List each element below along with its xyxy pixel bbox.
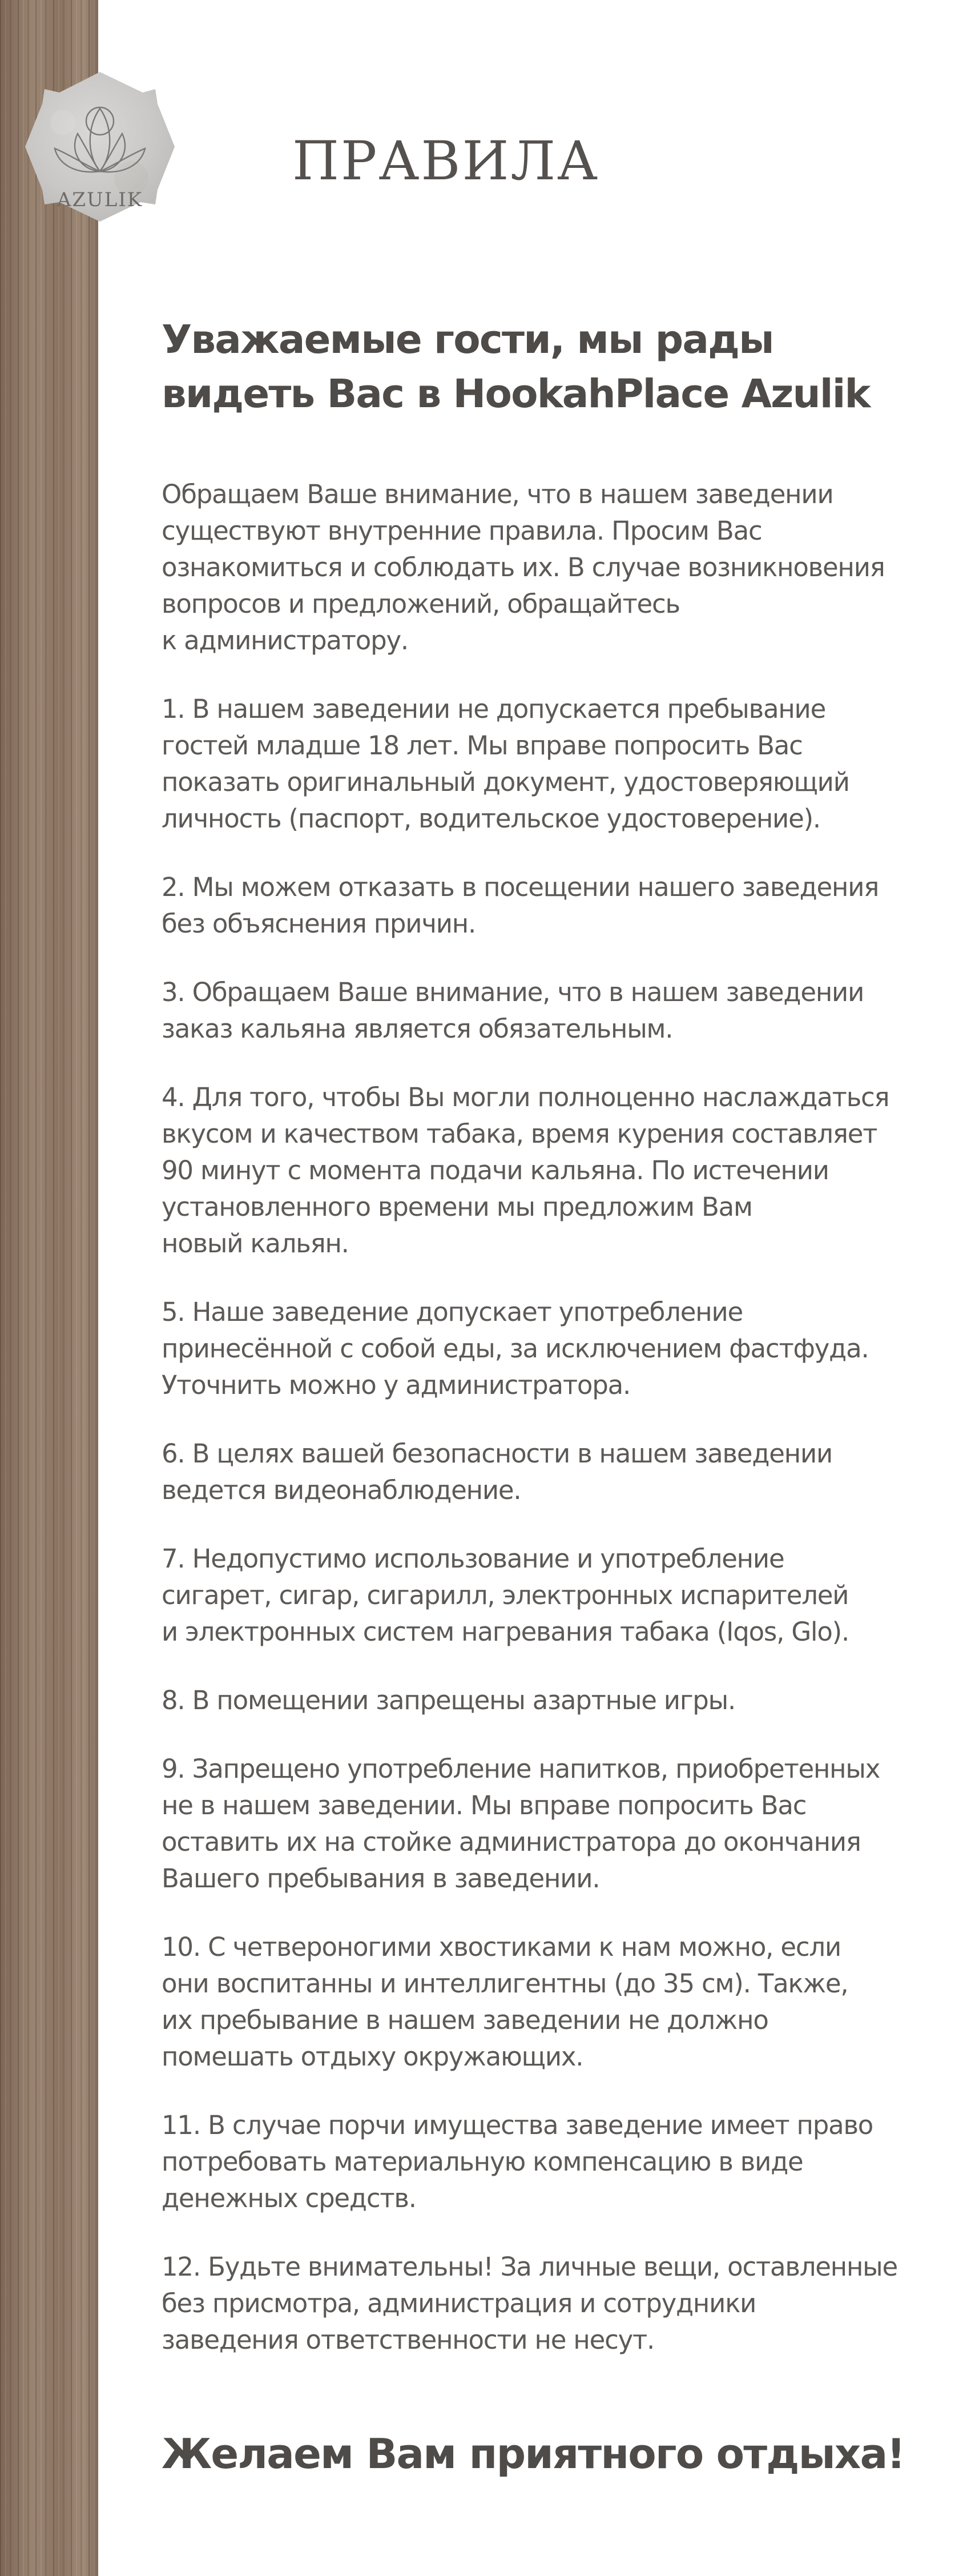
rule-item-9 xyxy=(162,1751,921,1897)
rule-item-12 xyxy=(162,2249,921,2358)
text-line: 11. В случае порчи имущества заведение имеет право xyxy=(162,2110,873,2140)
rule-item-3 xyxy=(162,974,921,1047)
rules-list xyxy=(162,476,921,2358)
rules-content xyxy=(162,313,921,2479)
greeting-line: видеть Вас в HookahPlace Azulik xyxy=(162,371,870,417)
text-line: 12. Будьте внимательны! За личные вещи, оставленные xyxy=(162,2252,897,2282)
text-line: установленного времени мы предложим Вам xyxy=(162,1192,752,1222)
text-line: без присмотра, администрация и сотрудники xyxy=(162,2288,756,2318)
rule-item-2 xyxy=(162,869,921,942)
rule-item-7 xyxy=(162,1541,921,1650)
text-line: они воспитанны и интеллигентны (до 35 см). Также, xyxy=(162,1968,848,1999)
text-line: 90 минут с момента подачи кальяна. По истечении xyxy=(162,1155,829,1185)
text-line: показать оригинальный документ, удостоверяющий xyxy=(162,767,849,797)
text-line: 8. В помещении запрещены азартные игры. xyxy=(162,1685,736,1715)
text-line: 2. Мы можем отказать в посещении нашего заведения xyxy=(162,872,879,902)
text-line: ведется видеонаблюдение. xyxy=(162,1475,521,1505)
text-line: 10. С четвероногими хвостиками к нам можно, если xyxy=(162,1932,841,1962)
text-line: гостей младше 18 лет. Мы вправе попросить Вас xyxy=(162,730,803,761)
rule-item-10 xyxy=(162,1929,921,2075)
text-line: вопросов и предложений, обращайтесь xyxy=(162,589,680,619)
greeting-heading xyxy=(162,313,921,421)
text-line: заведения ответственности не несут. xyxy=(162,2325,655,2355)
text-line: оставить их на стойке администратора до окончания xyxy=(162,1827,861,1857)
text-line: ознакомиться и соблюдать их. В случае возникновения xyxy=(162,552,885,582)
text-line: принесённой с собой еды, за исключением фастфуда. xyxy=(162,1333,869,1364)
text-line: Вашего пребывания в заведении. xyxy=(162,1863,600,1894)
rule-item-4 xyxy=(162,1079,921,1262)
text-line: 5. Наше заведение допускает употребление xyxy=(162,1297,743,1327)
text-line: Обращаем Ваше внимание, что в нашем заведении xyxy=(162,479,833,509)
closing-text: Желаем Вам приятного отдыха! xyxy=(162,2430,905,2478)
intro-paragraph xyxy=(162,476,921,659)
logo-text: AZULIK xyxy=(57,188,143,211)
text-line: денежных средств. xyxy=(162,2183,416,2213)
text-line: 1. В нашем заведении не допускается пребывание xyxy=(162,694,826,724)
text-line: заказ кальяна является обязательным. xyxy=(162,1014,673,1044)
text-line: новый кальян. xyxy=(162,1228,349,1259)
text-line: 7. Недопустимо использование и употребление xyxy=(162,1544,784,1574)
text-line: и электронных систем нагревания табака (Iqos, Glo). xyxy=(162,1617,849,1647)
text-line: не в нашем заведении. Мы вправе попросить Вас xyxy=(162,1790,807,1821)
text-line: их пребывание в нашем заведении не должно xyxy=(162,2005,768,2035)
page-title: ПРАВИЛА xyxy=(292,130,600,192)
text-line: личность (паспорт, водительское удостоверение). xyxy=(162,803,821,834)
text-line: 3. Обращаем Ваше внимание, что в нашем заведении xyxy=(162,977,864,1007)
text-line: Уточнить можно у администратора. xyxy=(162,1370,631,1400)
wood-border xyxy=(0,0,98,2576)
text-line: существуют внутренние правила. Просим Вас xyxy=(162,516,762,546)
rule-item-6 xyxy=(162,1436,921,1509)
text-line: без объяснения причин. xyxy=(162,909,476,939)
rule-item-1 xyxy=(162,691,921,837)
greeting-line: Уважаемые гости, мы рады xyxy=(162,317,773,363)
text-line: сигарет, сигар, сигарилл, электронных испарителей xyxy=(162,1580,849,1610)
rule-item-11 xyxy=(162,2107,921,2217)
text-line: вкусом и качеством табака, время курения составляет xyxy=(162,1119,877,1149)
text-line: 6. В целях вашей безопасности в нашем заведении xyxy=(162,1438,833,1469)
text-line: помешать отдыху окружающих. xyxy=(162,2041,583,2072)
text-line: 9. Запрещено употребление напитков, приобретенных xyxy=(162,1754,880,1784)
text-line: потребовать материальную компенсацию в виде xyxy=(162,2147,803,2177)
rule-item-8 xyxy=(162,1682,921,1719)
text-line: к администратору. xyxy=(162,625,408,656)
rule-item-5 xyxy=(162,1294,921,1404)
text-line: 4. Для того, чтобы Вы могли полноценно наслаждаться xyxy=(162,1082,889,1112)
